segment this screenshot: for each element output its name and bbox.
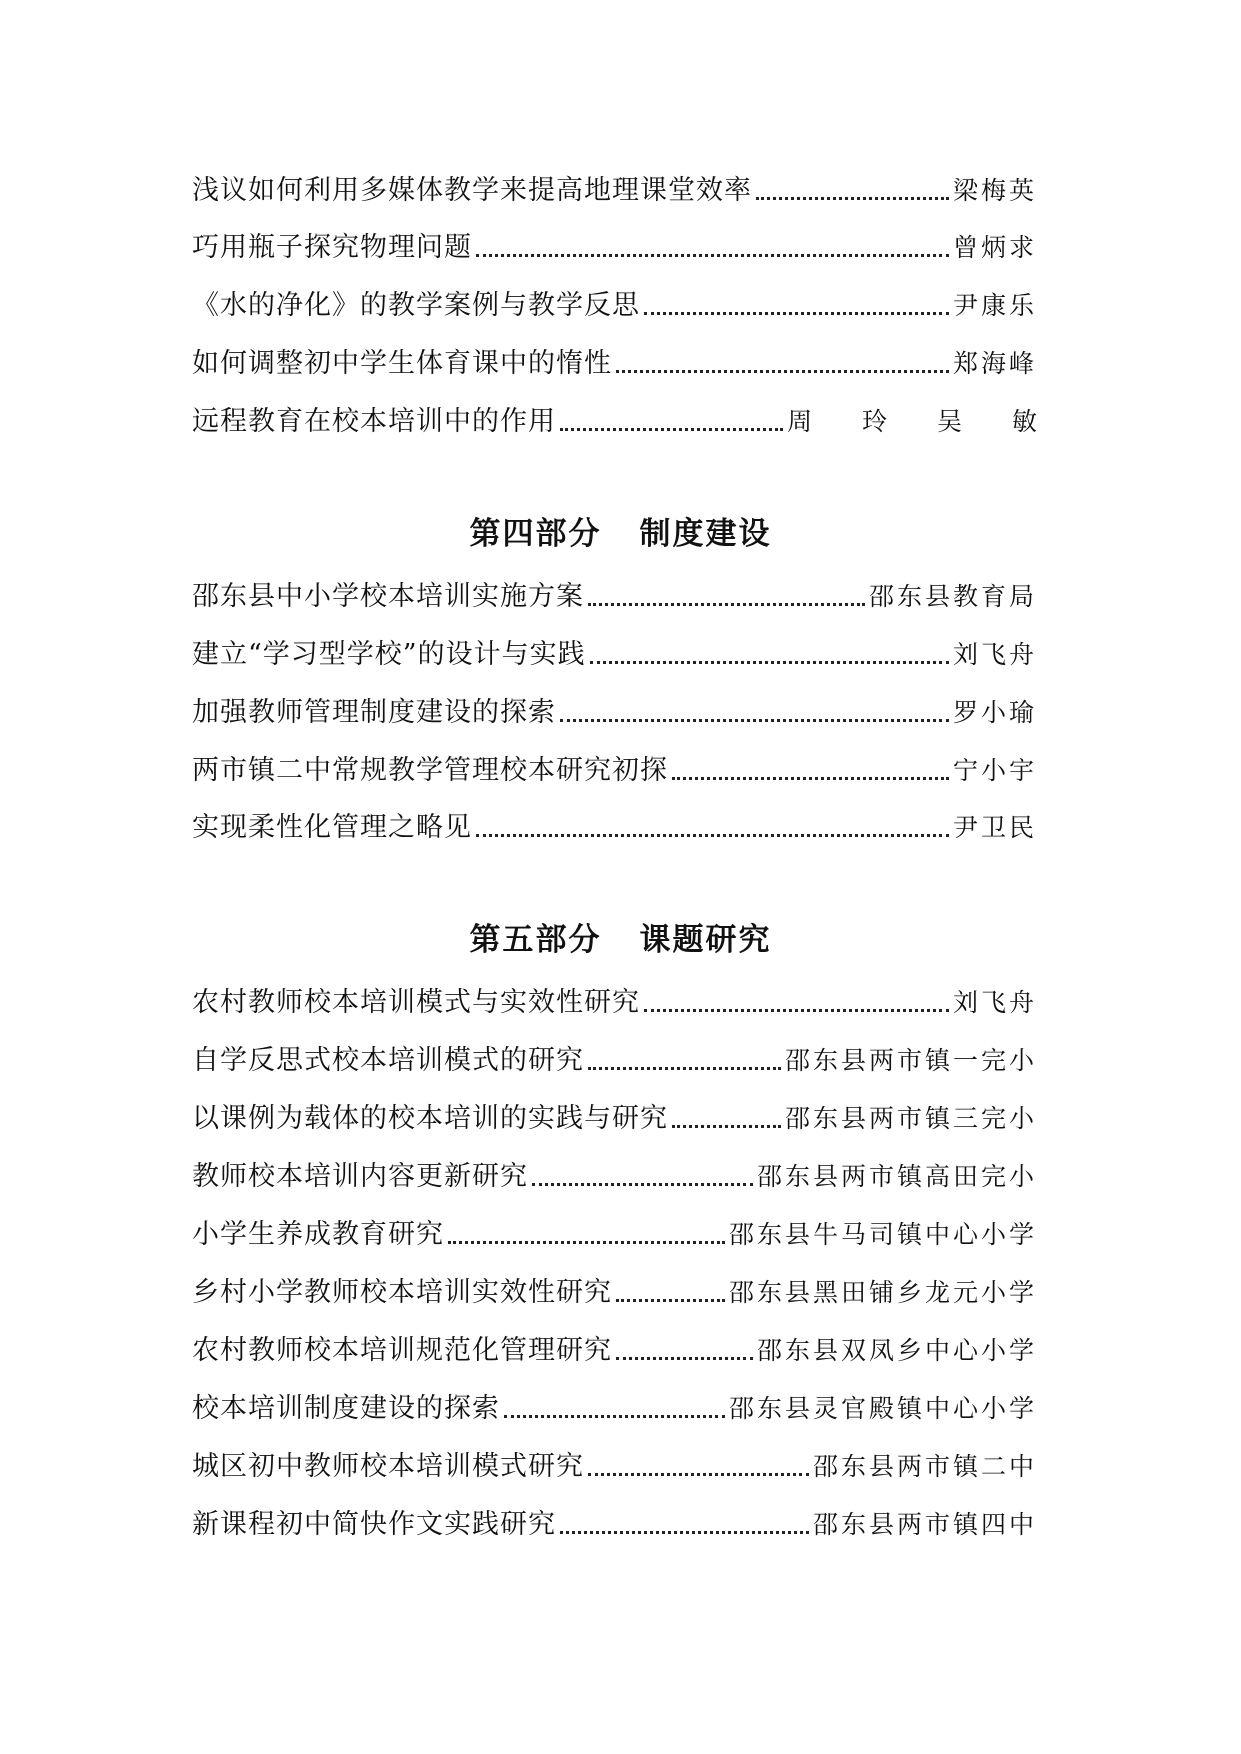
entry-title: 邵东县中小学校本培训实施方案 <box>192 581 584 612</box>
toc-entry <box>192 396 1058 440</box>
entry-author: 邵东县灵官殿镇中心小学 <box>728 1394 1037 1423</box>
section-part: 第五部分 <box>469 922 602 958</box>
entry-title: 城区初中教师校本培训模式研究 <box>192 1451 584 1482</box>
entry-author: 梁梅英 <box>952 176 1037 205</box>
toc-entry <box>192 629 1037 673</box>
entry-author: 邵东县两市镇三完小 <box>784 1104 1037 1133</box>
entry-author: 邵东县黑田铺乡龙元小学 <box>728 1278 1037 1307</box>
entry-author: 邵东县两市镇二中 <box>812 1452 1037 1481</box>
toc-entry <box>192 1325 1037 1369</box>
dot-leader <box>672 1125 781 1128</box>
entry-title: 乡村小学教师校本培训实效性研究 <box>192 1277 612 1308</box>
entry-title: 小学生养成教育研究 <box>192 1219 444 1250</box>
entry-title: 加强教师管理制度建设的探索 <box>192 697 556 728</box>
dot-leader <box>532 1183 753 1186</box>
entry-author: 郑海峰 <box>952 349 1037 378</box>
entry-title: 新课程初中简快作文实践研究 <box>192 1509 556 1540</box>
toc-entry <box>192 1035 1037 1079</box>
entry-title: 教师校本培训内容更新研究 <box>192 1161 528 1192</box>
toc-entry <box>192 745 1037 789</box>
entry-title: 实现柔性化管理之略见 <box>192 812 472 843</box>
toc-entry <box>192 165 1037 209</box>
entry-author: 刘飞舟 <box>952 640 1037 669</box>
entry-author: 罗小瑜 <box>952 698 1037 727</box>
toc-entry <box>192 571 1037 615</box>
entry-title: 农村教师校本培训模式与实效性研究 <box>192 987 640 1018</box>
entry-author: 邵东县双凤乡中心小学 <box>756 1336 1037 1365</box>
dot-leader <box>476 834 949 837</box>
entry-title: 远程教育在校本培训中的作用 <box>192 406 556 437</box>
toc-entry <box>192 1093 1037 1137</box>
entry-author: 刘飞舟 <box>952 988 1037 1017</box>
entry-title: 巧用瓶子探究物理问题 <box>192 232 472 263</box>
toc-entry <box>192 222 1037 266</box>
dot-leader <box>588 1473 809 1476</box>
toc-entry <box>192 1499 1037 1543</box>
entry-title: 自学反思式校本培训模式的研究 <box>192 1045 584 1076</box>
dot-leader <box>616 1357 753 1360</box>
entry-author: 尹康乐 <box>952 291 1037 320</box>
section-heading <box>0 920 1241 960</box>
dot-leader <box>672 777 949 780</box>
entry-title: 校本培训制度建设的探索 <box>192 1393 500 1424</box>
toc-entry <box>192 1267 1037 1311</box>
dot-leader <box>560 428 783 431</box>
dot-leader <box>504 1415 725 1418</box>
toc-entry <box>192 687 1037 731</box>
entry-author: 邵东县两市镇一完小 <box>784 1046 1037 1075</box>
entry-author: 邵东县两市镇高田完小 <box>756 1162 1037 1191</box>
dot-leader <box>756 197 949 200</box>
dot-leader <box>644 312 949 315</box>
entry-title: 以课例为载体的校本培训的实践与研究 <box>192 1103 668 1134</box>
dot-leader <box>476 254 949 257</box>
entry-title: 农村教师校本培训规范化管理研究 <box>192 1335 612 1366</box>
entry-title: 建立“学习型学校”的设计与实践 <box>192 639 586 670</box>
toc-entry <box>192 977 1037 1021</box>
section-part: 第四部分 <box>469 516 602 552</box>
entry-author: 邵东县两市镇四中 <box>812 1510 1037 1539</box>
dot-leader <box>616 370 949 373</box>
entry-author: 宁小宇 <box>952 756 1037 785</box>
section-name: 课题研究 <box>639 922 772 958</box>
toc-entry <box>192 338 1037 382</box>
entry-title: 浅议如何利用多媒体教学来提高地理课堂效率 <box>192 175 752 206</box>
toc-entry <box>192 1151 1037 1195</box>
section-heading <box>0 514 1241 554</box>
entry-author: 曾炳求 <box>952 233 1037 262</box>
dot-leader <box>588 603 865 606</box>
toc-entry <box>192 1441 1037 1485</box>
section-name: 制度建设 <box>639 516 772 552</box>
dot-leader <box>616 1299 725 1302</box>
dot-leader <box>644 1009 949 1012</box>
dot-leader <box>590 661 949 664</box>
toc-entry <box>192 1383 1037 1427</box>
entry-author: 尹卫民 <box>952 813 1037 842</box>
entry-author: 邵东县教育局 <box>868 582 1037 611</box>
toc-entry <box>192 802 1037 846</box>
toc-entry <box>192 1209 1037 1253</box>
dot-leader <box>448 1241 725 1244</box>
dot-leader <box>560 1531 809 1534</box>
entry-title: 两市镇二中常规教学管理校本研究初探 <box>192 755 668 786</box>
entry-author: 邵东县牛马司镇中心小学 <box>728 1220 1037 1249</box>
dot-leader <box>588 1067 781 1070</box>
dot-leader <box>560 719 949 722</box>
toc-entry <box>192 280 1037 324</box>
entry-title: 如何调整初中学生体育课中的惰性 <box>192 348 612 379</box>
entry-title: 《水的净化》的教学案例与教学反思 <box>192 290 640 321</box>
entry-author: 周 玲 吴 敏 <box>787 407 1058 436</box>
